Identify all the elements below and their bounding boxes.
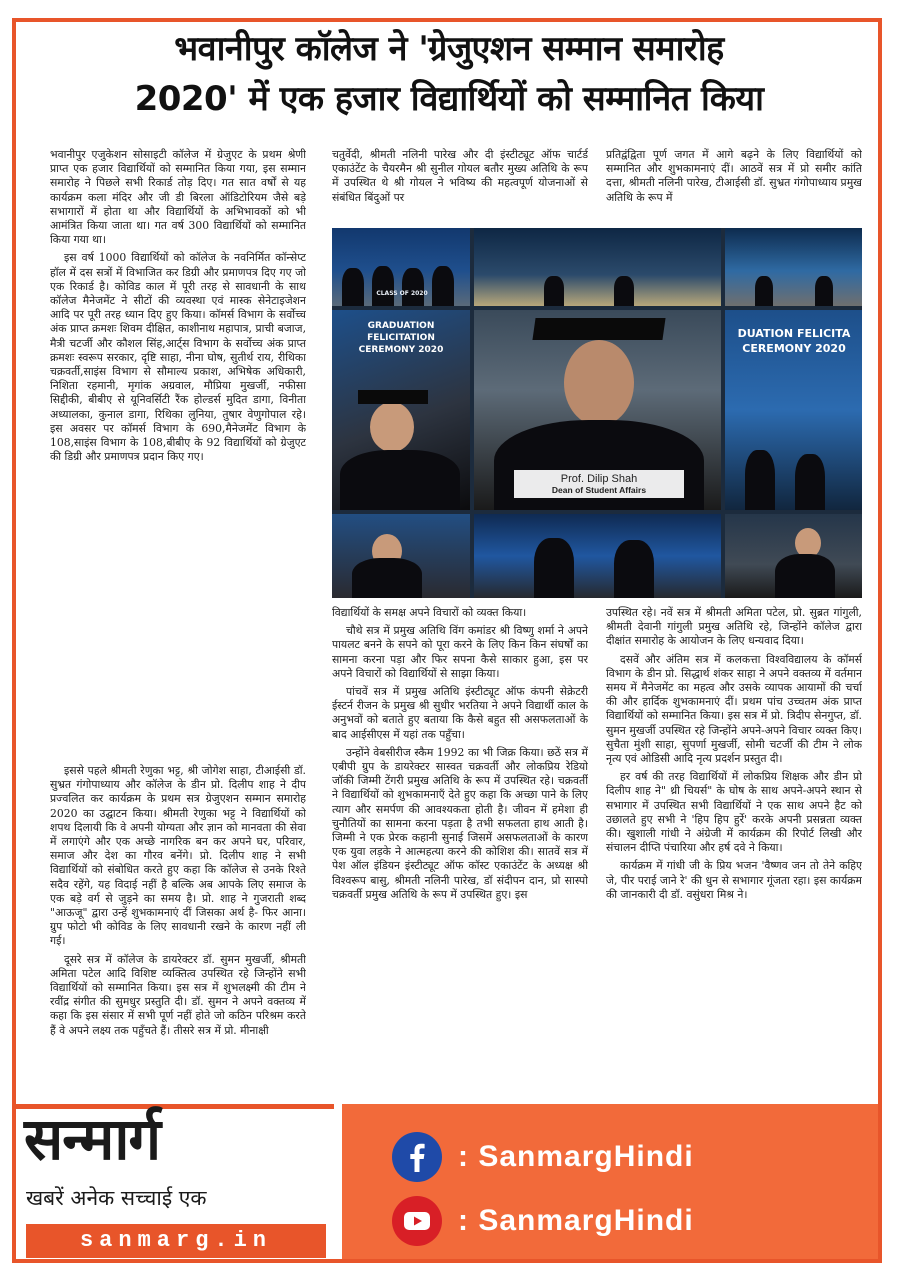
facebook-icon [392,1132,442,1182]
sanmarg-logo-box [16,1104,334,1263]
paragraph: पांचवें सत्र में प्रमुख अतिथि इंस्टीट्यूट ऑफ कंपनी सेक्रेटरी ईस्टर्न रीजन के प्रमुख श्री सुधीर भरतिया ने अपने विद्यार्थी काल के अनुभवों को बताते हुए बताया कि कैसे बहुत सी असफलताओं के बाद आईसीएस में यहां तक पहुँचा। [332,685,588,741]
photo-graduate-woman [725,514,862,598]
headline-line-1: भवानीपुर कॉलेज ने 'ग्रेजुएशन सम्मान समारोह [174,29,724,69]
photo-collage [332,228,862,598]
caption-role: Dean of Student Affairs [551,485,647,495]
photo-stage [474,228,721,306]
column-1 [50,148,306,758]
column-2-top [332,148,588,218]
headline-line-2: 2020' में एक हजार विद्यार्थियों को सम्मानित किया [134,79,764,119]
facebook-link[interactable] [392,1132,872,1182]
column-2-lower [332,606,588,1090]
headline [38,24,860,124]
photo-prof-dilip-shah [474,310,721,510]
banner-text: CLASS OF 2020 [376,290,428,297]
sanmarg-logo: सन्मार्ग [24,1105,161,1173]
footer-banner [16,1104,878,1263]
paragraph: उन्होंने वेबसीरीज स्कैम 1992 का भी जिक्र किया। छठें सत्र में एबीपी ग्रुप के डायरेक्टर सास्वत चक्रवर्ती और लोकप्रिय रेडियो जॉकी जिम्मी टेंगरी प्रमुख अतिथि के रूप में उपस्थित रहे। चक्रवर्ती ने विद्यार्थियों को शुभकामनाएँ देते हुए कहा कि अच्छा पाने के लिए त्याग और समर्पण की आवश्यकता होती है। जीवन में हमेशा ही चुनौतियों का सामना करना पड़ता है तभी सफलता हाथ आती है। जिम्मी ने एक प्रेरक कहानी सुनाई जिसमें असफलताओं के कारण एक युवा लड़के ने आत्महत्या करने की कोशिश की। सातवें सत्र में पेश ऑल इंडियन इंस्टीट्यूट ऑफ कॉस्ट एकाउंटेंट के अध्यक्ष श्री विश्वरूप बासु, श्रीमती नलिनी पारेख, डॉ संदीपन दान, प्रो सास्पो चक्रवर्ती प्रमुख अतिथि के रूप में उपस्थित हुए। इस [332,745,588,901]
photo-caption [514,470,684,498]
photo-masked-graduate [332,514,470,598]
photo-ceremony-screen [725,310,862,510]
newspaper-clipping [12,18,882,1263]
banner-text: GRADUATION FELICITATION CEREMONY 2020 [358,321,444,355]
article-body [50,148,862,1090]
website-link[interactable]: sanmarg.in [26,1224,326,1258]
paragraph: दूसरे सत्र में कॉलेज के डायरेक्टर डॉ. सुमन मुखर्जी, श्रीमती अमिता पटेल आदि विशिष्ट व्यक्तित्व उपस्थित रहे जिन्होंने सभी विद्यार्थियों को सम्मानित किया। इस सत्र में शुभलक्ष्मी की टीम ने रवींद्र संगीत की सुमधुर प्रस्तुति दी। डॉ. सुमन ने अपने वक्तव्य में कहा कि इस संसार में सभी पूर्ण नहीं होते जो कठिन परिश्रम करते हैं वे अपने लक्ष्य तक पहुँचते हैं। तीसरे सत्र में प्रो. मीनाक्षी [50,952,306,1037]
tagline: खबरें अनेक सच्चाई एक [26,1186,207,1210]
youtube-handle: : SanmargHindi [458,1204,694,1237]
social-panel [342,1104,878,1263]
paragraph: उपस्थित रहे। नवें सत्र में श्रीमती अमिता पटेल, प्रो. सुब्रत गांगुली, श्रीमती देवानी गांगुली प्रमुख अतिथि रहे, जिन्होंने कॉलेज द्वारा दीक्षांत समारोह के आयोजन के लिए धन्यवाद दिया। [606,606,862,648]
paragraph: कार्यक्रम में गांधी जी के प्रिय भजन 'वैष्णव जन तो तेने कहिए जे, पीर पराई जाने रे' की धुन से सभागार गूंजता रहा। इस कार्यक्रम की जानकारी दी डॉ. वसुंधरा मिश्र ने। [606,859,862,901]
paragraph: चौथे सत्र में प्रमुख अतिथि विंग कमांडर श्री विष्णु शर्मा ने अपने पायलट बनने के सपने को पूरा करने के लिए किन किन संघर्षों का सामना करना पड़ा और फिर सपना कैसे साकार हुआ, इस पर अपने विचारों को विद्यार्थियों से साझा किया। [332,624,588,680]
youtube-link[interactable] [392,1196,872,1246]
column-3-top [606,148,862,218]
photo-graduates-row [332,228,470,306]
column-3-lower [606,606,862,1090]
photo-podium [725,228,862,306]
photo-speaker-woman [332,310,470,510]
photo-honouring [474,514,721,598]
banner-text: DUATION FELICITA CEREMONY 2020 [737,327,851,355]
facebook-handle: : SanmargHindi [458,1140,694,1173]
paragraph: प्रतिद्वंद्विता पूर्ण जगत में आगे बढ़ने के लिए विद्यार्थियों को सम्मानित और शुभकामनाएं दीं। आठवें सत्र में प्रो समीर कांति दत्ता, श्रीमती नलिनी पारेख, टीआईसी डॉ. सुभ्रत गंगोपाध्याय प्रमुख अतिथि के रूप में [606,148,862,204]
paragraph: विद्यार्थियों के समक्ष अपने विचारों को व्यक्त किया। [332,606,527,619]
youtube-icon [392,1196,442,1246]
caption-name: Prof. Dilip Shah [560,473,638,485]
paragraph: इससे पहले श्रीमती रेणुका भट्ट, श्री जोगेश साहा, टीआईसी डॉ. सुभ्रत गंगोपाध्याय और कॉलेज के डीन प्रो. दिलीप शाह ने दीप प्रज्वलित कर कार्यक्रम के प्रथम सत्र ग्रेजुएशन सम्मान समारोह 2020 का उद्घाटन किया। श्रीमती रेणुका भट्ट ने विद्यार्थियों को शपथ दिलायी कि वे अपनी योग्यता और ज्ञान को मानवता की सेवा में लगाएंगे और एक अच्छे नागरिक बन कर अपने घर, परिवार, समाज और देश का गौरव बनेंगे। प्रो. दिलीप शाह ने सभी विद्यार्थियों को संबोधित करते हुए कहा कि कॉलेज से उनके रिश्ते सदैव रहेंगे, यह विदाई नहीं है बल्कि अब आपके लिए समाज के एक बड़े वर्ग से जुड़ने का समय है। प्रो. शाह ने गुजराती शब्द "आऊजू" द्वारा उन्हें शुभकामनाएं दीं जिसका अर्थ है- फिर आना। ग्रुप फोटो भी कोविड के लिए सावधानी रखने के कारण नहीं ली गई। [50,764,306,948]
paragraph: भवानीपुर एजुकेशन सोसाइटी कॉलेज में ग्रेजुएट के प्रथम श्रेणी प्राप्त एक हजार विद्यार्थियों को सम्मानित किया गया, इस सम्मान समारोह ने पिछले सभी रिकार्ड तोड़ दिए। गत सात वर्षों से यह कार्यक्रम कला मंदिर और जी डी बिरला ऑडिटोरियम जैसे बड़े सभागारों में होता था और विद्यार्थियों के अभिभावकों को भी आमंत्रित किया जाता था। गत वर्ष 300 विद्यार्थियों को सम्मानित किया गया था। [50,148,306,247]
paragraph: इस वर्ष 1000 विद्यार्थियों को कॉलेज के नवनिर्मित कॉन्सेप्ट हॉल में दस सत्रों में विभाजित कर डिग्री और प्रमाणपत्र दिए गए जो एक रिकार्ड है। कोविड काल में पूरी तरह से सावधानी के साथ कॉलेज मैनेजमेंट ने सीटों की व्यवस्था एवं मास्क सेनेटाइजेशन आदि पर पूरी तरह ध्यान दिए हुए किया। कॉमर्स विभाग के सर्वोच्च अंक प्राप्त क्रमशः शिवम दीक्षित, काशीनाथ महापात्र, प्राची बजाज, मैत्री चटर्जी और कौशल सिंह,आर्ट्स विभाग के सर्वोच्च अंक प्राप्त क्रमशः स्वरूप सरकार, दृष्टि साहा, नीना घोष, सुतीर्थ राय, रीथिका चक्रवर्ती,साइंस विभाग से सौमाल्य प्रकाश, अभिषेक अधिकारी, निशिता रहमानी, मृगांक अग्रवाल, मौप्रिया मुखर्जी, नफीसा सिद्दीकी, बीबीए से यूनिवर्सिटी रैंक होल्डर्स मुदित डागा, विनीता अध्यालका, कुनाल डागा, रिथिका लुनिया, तुषार वेणुगोपाल रहे। इस अवसर पर कॉमर्स विभाग के 690,मैनेजमेंट विभाग के 108,साइंस विभाग के 108,बीबीए के 92 विद्यार्थियों को ग्रेजुएट की डिग्री और प्रमाणपत्र प्रदान किए गए। [50,251,306,464]
paragraph: चतुर्वेदी, श्रीमती नलिनी पारेख और दी इंस्टीट्यूट ऑफ चार्टर्ड एकाउंटेंट के चैयरमैन श्री सुनील गोयल बतौर मुख्य अतिथि के रूप में उपस्थित थे श्री गोयल ने भविष्य की महत्वपूर्ण योजनाओं से संबंधित बिंदुओं पर [332,148,588,204]
column-1-lower [50,764,306,1090]
paragraph: हर वर्ष की तरह विद्यार्थियों में लोकप्रिय शिक्षक और डीन प्रो दिलीप शाह ने" थ्री चियर्स" के घोष के साथ अपने-अपने स्थान से सभागार में उपस्थित सभी विद्यार्थियों ने एक साथ अपने हैट को उछालते हुए सभी ने 'हिप हिप हुर्रे' करके अपनी प्रसन्नता व्यक्त की। खुशाली गांधी ने अंग्रेजी में कार्यक्रम की रिपोर्ट लिखी और संचालन दीप्ति पंचारिया और हर्ष दवे ने किया। [606,770,862,855]
paragraph: दसवें और अंतिम सत्र में कलकत्ता विश्वविद्यालय के कॉमर्स विभाग के डीन प्रो. सिद्धार्थ शंकर साहा ने अपने वक्तव्य में वर्तमान समय में मैनेजमेंट का महत्व और उसके व्यापक आयामों की चर्चा की और हार्दिक शुभकामनाएं दीं। प्रथम पांच उच्चतम अंक प्राप्त विद्यार्थियों को सम्मानित किया। इस सत्र में प्रो. त्रिदीप सेनगुप्त, डॉ. सुमन मुखर्जी उपस्थित रहे जिन्होंने अपने-अपने विचार व्यक्त किए। सुचैता मुंशी साहा, सुपर्णा मुखर्जी, सोमी चटर्जी की टीम ने लोक नृत्य एवं ओडिसी आदि नृत्य प्रदर्शन प्रस्तुत दी। [606,652,862,766]
